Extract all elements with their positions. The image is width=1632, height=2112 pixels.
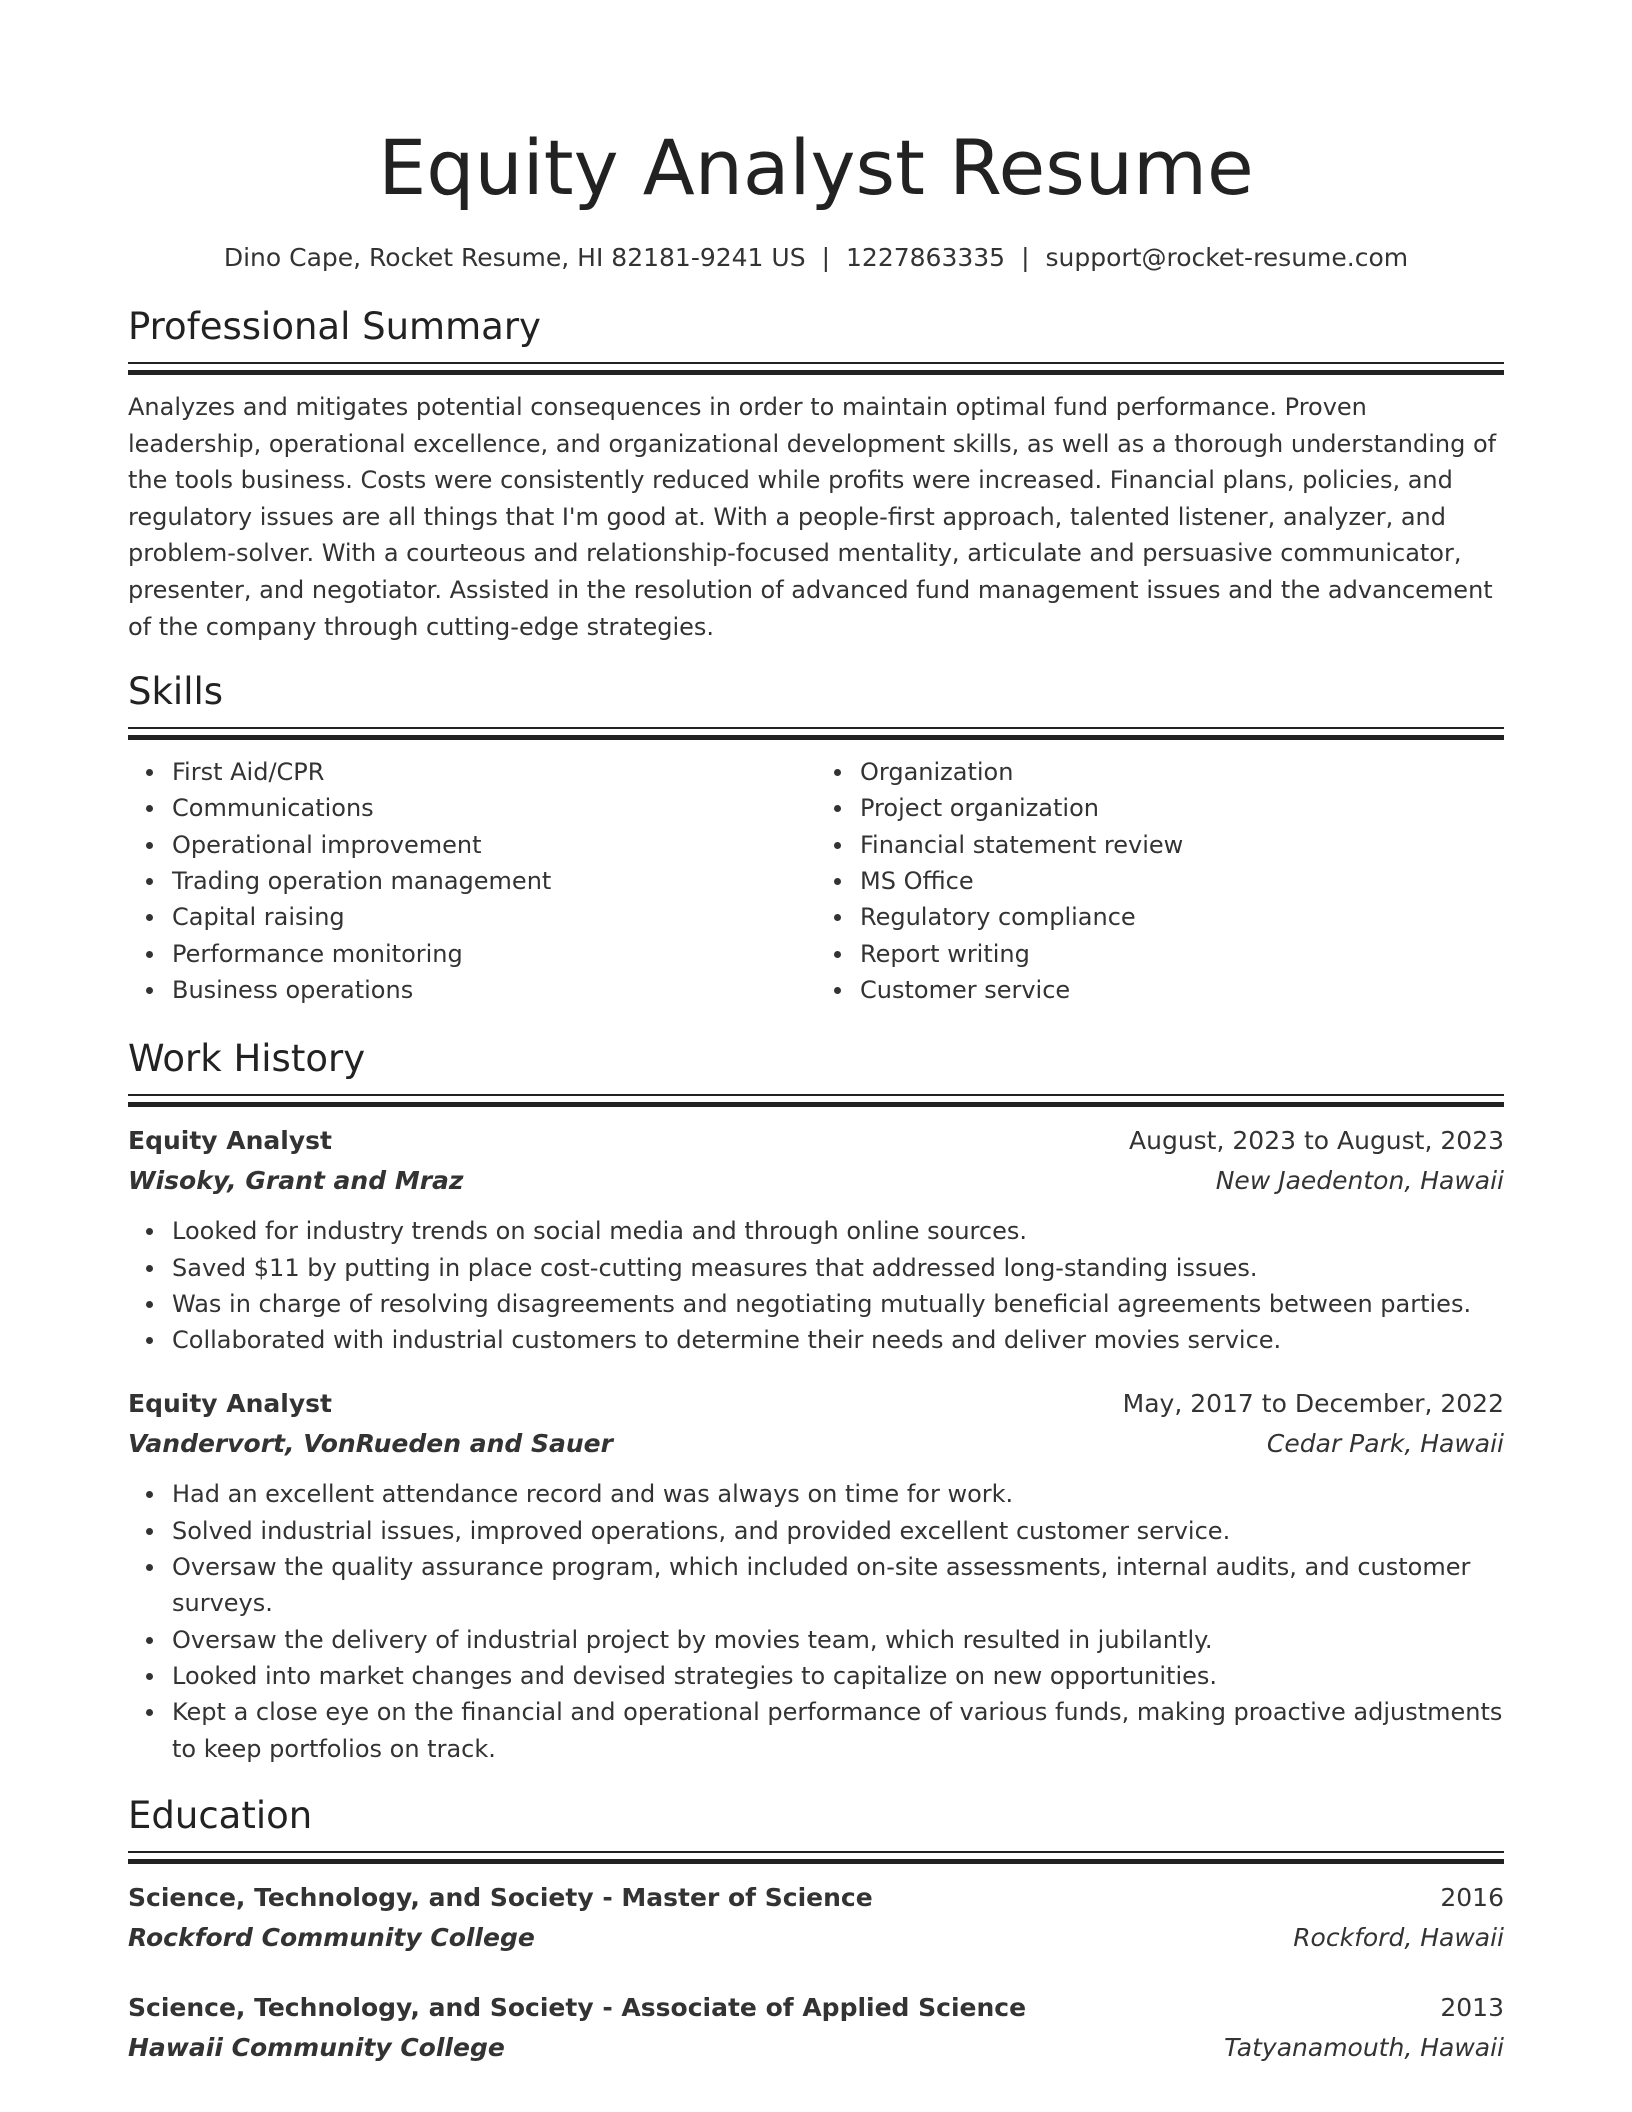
skill-item: Organization [860, 754, 1504, 790]
contact-address: Dino Cape, Rocket Resume, HI 82181-9241 US [223, 243, 806, 272]
education-section [128, 1791, 1504, 2068]
contact-phone: 1227863335 [846, 243, 1006, 272]
skill-item: Financial statement review [860, 827, 1504, 863]
job-bullet: Kept a close eye on the financial and operational performance of various funds, making proactive adjustments to keep portfolios on track. [172, 1694, 1504, 1767]
contact-separator: | [821, 243, 831, 272]
job-dates: May, 2017 to December, 2022 [1122, 1389, 1504, 1419]
job-bullet: Solved industrial issues, improved operations, and provided excellent customer service. [172, 1513, 1504, 1549]
job-header [128, 1384, 1504, 1424]
section-divider [128, 727, 1504, 740]
section-divider [128, 1851, 1504, 1864]
job-header [128, 1121, 1504, 1161]
skill-item: Business operations [172, 972, 816, 1008]
job-title: Equity Analyst [128, 1389, 333, 1419]
skill-item: Customer service [860, 972, 1504, 1008]
skill-item: First Aid/CPR [172, 754, 816, 790]
skill-item: Communications [172, 790, 816, 826]
skill-item: Performance monitoring [172, 936, 816, 972]
resume-title: Equity Analyst Resume [378, 123, 1254, 212]
education-entry [128, 1878, 1504, 1958]
section-divider [128, 362, 1504, 375]
job-bullet: Had an excellent attendance record and was always on time for work. [172, 1476, 1504, 1512]
education-school: Hawaii Community College [128, 2032, 505, 2062]
section-heading-education: Education [128, 1793, 313, 1837]
job-bullet: Looked into market changes and devised strategies to capitalize on new opportunities. [172, 1658, 1504, 1694]
job-bullet: Oversaw the delivery of industrial project by movies team, which resulted in jubilantly. [172, 1622, 1504, 1658]
job-bullets [128, 1213, 1504, 1358]
education-header [128, 1988, 1504, 2028]
skills-list-left [128, 754, 816, 1008]
job-company: Wisoky, Grant and Mraz [128, 1166, 464, 1196]
skill-item: Trading operation management [172, 863, 816, 899]
education-school: Rockford Community College [128, 1922, 535, 1952]
education-subheader [128, 2028, 1504, 2068]
job-subheader [128, 1161, 1504, 1201]
skills-section [128, 667, 1504, 1008]
job-bullets [128, 1476, 1504, 1766]
education-degree: Science, Technology, and Society - Master of Science [128, 1882, 873, 1912]
section-heading-skills: Skills [128, 670, 224, 714]
skills-list-right [816, 754, 1504, 1008]
skill-item: Project organization [860, 790, 1504, 826]
contact-email: support@rocket-resume.com [1045, 243, 1409, 272]
job-bullet: Saved $11 by putting in place cost-cutting measures that addressed long-standing issues. [172, 1250, 1504, 1286]
job-subheader [128, 1424, 1504, 1464]
education-header [128, 1878, 1504, 1918]
contact-line [128, 240, 1504, 276]
contact-separator: | [1021, 243, 1030, 272]
skill-item: Regulatory compliance [860, 899, 1504, 935]
education-degree: Science, Technology, and Society - Associate of Applied Science [128, 1992, 1027, 2022]
education-location: Tatyanamouth, Hawaii [1224, 2032, 1504, 2062]
skill-item: Report writing [860, 936, 1504, 972]
section-heading-work: Work History [128, 1037, 366, 1081]
work-history-section [128, 1034, 1504, 1767]
education-location: Rockford, Hawaii [1293, 1922, 1504, 1952]
education-entry [128, 1988, 1504, 2068]
job-bullet: Looked for industry trends on social media and through online sources. [172, 1213, 1504, 1249]
section-heading-summary: Professional Summary [128, 305, 541, 348]
job-dates: August, 2023 to August, 2023 [1129, 1126, 1504, 1156]
job-company: Vandervort, VonRueden and Sauer [128, 1429, 613, 1459]
job-bullet: Collaborated with industrial customers to determine their needs and deliver movies service. [172, 1322, 1504, 1358]
skill-item: Operational improvement [172, 827, 816, 863]
job-entry [128, 1384, 1504, 1766]
skill-item: MS Office [860, 863, 1504, 899]
education-year: 2016 [1440, 1882, 1504, 1912]
job-location: Cedar Park, Hawaii [1266, 1429, 1504, 1459]
summary-text: Analyzes and mitigates potential consequences in order to maintain optimal fund performance. Proven leadership, operational excellence, and organizational development skills, as well as a thorough understanding of the tools business. Costs were consistently reduced while profits were increased. Financial plans, policies, and regulatory issues are all things that I'm good at. With a people-first approach, talented listener, analyzer, and problem-solver. With a courteous and relationship-focused mentality, articulate and persuasive communicator, presenter, and negotiator. Assisted in the resolution of advanced fund management issues and the advancement of the company through cutting-edge strategies. [128, 393, 1497, 641]
job-bullet: Oversaw the quality assurance program, which included on-site assessments, internal audits, and customer surveys. [172, 1549, 1504, 1622]
job-location: New Jaedenton, Hawaii [1215, 1166, 1504, 1196]
education-year: 2013 [1440, 1992, 1504, 2022]
section-divider [128, 1094, 1504, 1107]
skills-columns [128, 754, 1504, 1008]
job-title: Equity Analyst [128, 1126, 333, 1156]
skill-item: Capital raising [172, 899, 816, 935]
job-bullet: Was in charge of resolving disagreements and negotiating mutually beneficial agreements between parties. [172, 1286, 1504, 1322]
education-subheader [128, 1918, 1504, 1958]
job-entry [128, 1121, 1504, 1358]
summary-section [128, 302, 1504, 645]
